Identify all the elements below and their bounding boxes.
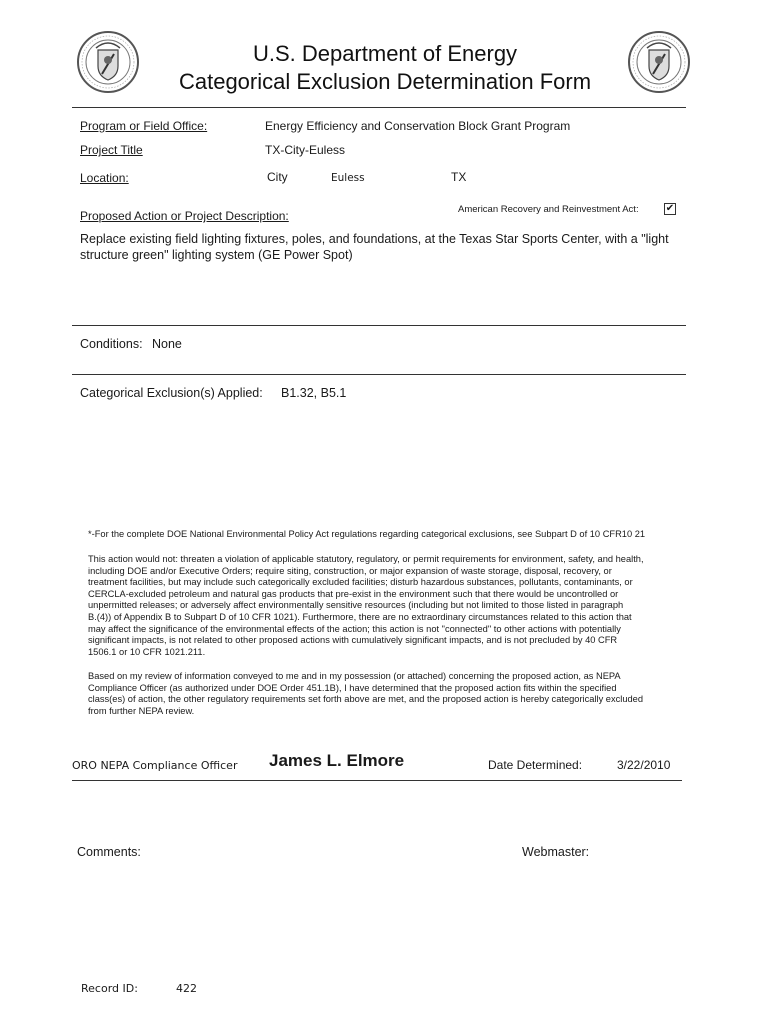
- header-divider: [72, 107, 686, 108]
- legal-line: B.(4)) of Appendix B to Subpart D of 10 CFR 1021). Furthermore, there are no extraordinary circumstances related to this action that: [88, 611, 632, 622]
- record-id-value: 422: [176, 982, 197, 995]
- legal-line: class(es) of action, the other regulatory requirements set forth above are met, and the proposed action is hereby categorically excluded: [88, 694, 644, 705]
- legal-line: CERCLA-excluded petroleum and natural gas products that pre-exist in the environment such that there would be uncontrolled or: [88, 588, 619, 599]
- form-title-line2: Categorical Exclusion Determination Form: [178, 69, 592, 94]
- proposed-action-label: Proposed Action or Project Description:: [80, 209, 289, 223]
- program-label: Program or Field Office:: [80, 119, 208, 133]
- description-line-2: structure green" lighting system (GE Power Spot): [80, 248, 353, 262]
- project-title-value: TX-City-Euless: [265, 143, 346, 157]
- legal-line: significant impacts, is not related to other proposed actions with cumulatively significant impacts, and is not precluded by 40 CFR: [88, 635, 618, 646]
- date-label: Date Determined:: [488, 758, 583, 772]
- location-label: Location:: [80, 171, 129, 185]
- cx-label: Categorical Exclusion(s) Applied:: [80, 386, 263, 400]
- conditions-label: Conditions:: [80, 337, 143, 351]
- comments-label: Comments:: [77, 845, 141, 859]
- form-title-line1: U.S. Department of Energy: [252, 41, 518, 66]
- footnote: *-For the complete DOE National Environmental Policy Act regulations regarding categorical exclusions, see Subpart D of 10 CFR10 21: [88, 529, 646, 539]
- officer-name: James L. Elmore: [269, 751, 405, 770]
- location-city-label: City: [267, 170, 288, 184]
- webmaster-label: Webmaster:: [522, 845, 590, 859]
- description-divider: [72, 325, 686, 326]
- location-city-value: Euless: [331, 172, 365, 184]
- legal-line: treatment facilities, but may include such categorically excluded facilities; disturb hazardous substances, pollutants, contaminants, or: [88, 577, 633, 588]
- legal-line: Based on my review of information conveyed to me and in my possession (or attached) concerning the proposed action, as NEPA: [88, 671, 621, 681]
- cx-value: B1.32, B5.1: [281, 386, 347, 400]
- legal-line: 1506.1 or 10 CFR 1021.211.: [88, 646, 206, 657]
- arra-label: American Recovery and Reinvestment Act:: [458, 204, 639, 215]
- signature-divider: [72, 780, 682, 781]
- legal-line: including DOE and/or Executive Orders; require siting, construction, or major expansion of waste storage, disposal, recovery, or: [88, 565, 612, 576]
- legal-line: unpermitted releases; or adversely affect environmentally sensitive resources (including but not limited to those listed in paragraph: [88, 600, 624, 611]
- conditions-value: None: [152, 337, 182, 351]
- legal-line: from further NEPA review.: [88, 705, 195, 716]
- legal-line: may affect the significance of the environmental effects of the action; this action is not "connected" to other actions with potentially: [88, 623, 621, 634]
- description-line-1: Replace existing field lighting fixtures, poles, and foundations, at the Texas Star Sports Center, with a "light: [80, 232, 669, 246]
- legal-line: Compliance Officer (as authorized under DOE Order 451.1B), I have determined that the proposed action fits within the specified: [88, 682, 617, 693]
- officer-title: ORO NEPA Compliance Officer: [72, 759, 238, 772]
- date-value: 3/22/2010: [617, 758, 671, 772]
- program-value: Energy Efficiency and Conservation Block Grant Program: [265, 119, 571, 133]
- conditions-divider: [72, 374, 686, 375]
- record-id-label: Record ID:: [81, 982, 138, 995]
- legal-line: This action would not: threaten a violation of applicable statutory, regulatory, or permit requirements for environment, safety, and health,: [88, 554, 644, 564]
- legal-paragraph-1: [88, 554, 714, 658]
- project-title-label: Project Title: [80, 143, 143, 157]
- location-state: TX: [451, 170, 467, 184]
- arra-checkbox[interactable]: ✔: [665, 203, 675, 214]
- legal-paragraph-2: [88, 671, 714, 717]
